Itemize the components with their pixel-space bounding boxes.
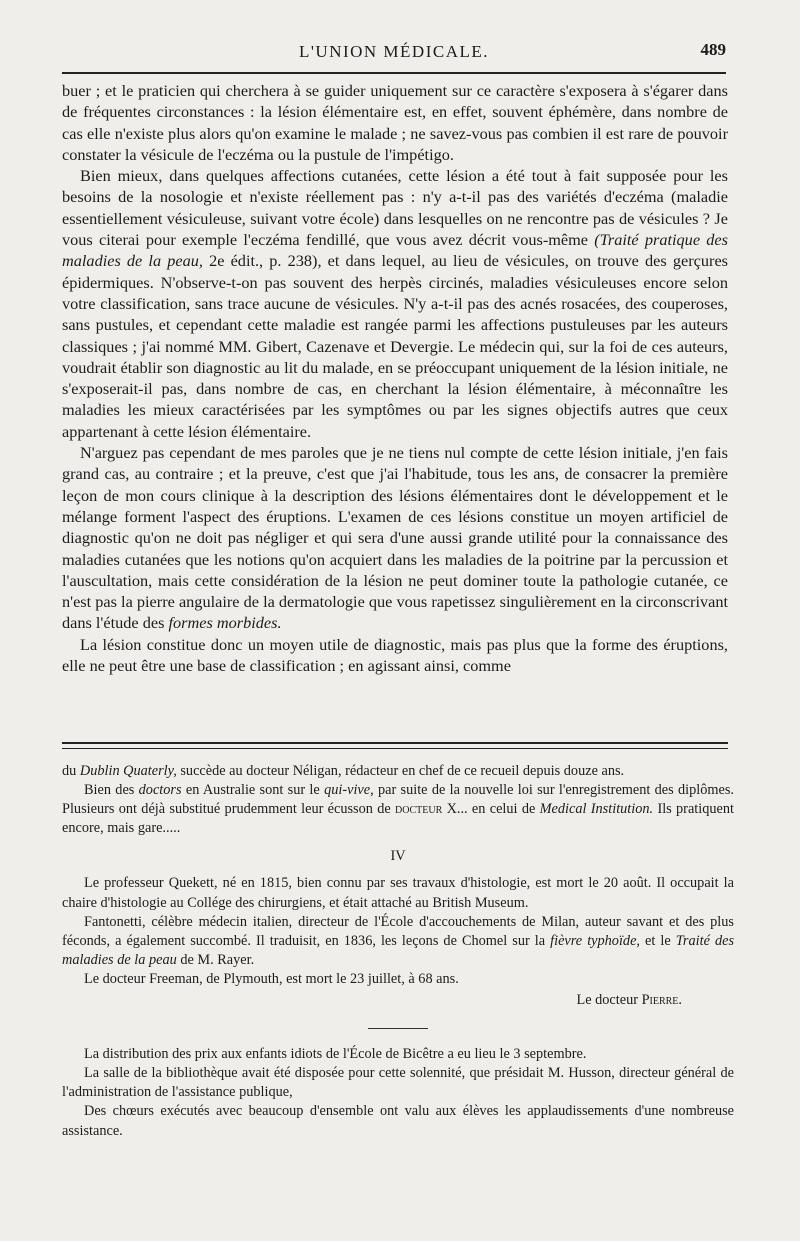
note-australia-a: Bien des	[84, 782, 135, 799]
note-bicetre: La distribution des prix aux enfants idiots de l'École de Bicêtre a eu lieu le 3 septembre.	[84, 1046, 587, 1063]
note-freeman: Le docteur Freeman, de Plymouth, est mort le 23 juillet, à 68 ans.	[84, 970, 459, 987]
note-australia	[62, 781, 734, 838]
note-dublin	[62, 762, 734, 781]
signature-name: Pierre.	[641, 992, 682, 1009]
note-dublin-a: du	[62, 763, 77, 779]
footnote-separator	[62, 742, 728, 749]
note-australia-c: par suite de la nouvelle loi sur l'enregistrement des diplômes. Plusieurs ont déjà substitué prudemment leur écusson de	[62, 782, 735, 818]
main-text	[62, 80, 728, 676]
news-notes	[62, 762, 734, 1141]
signature	[62, 991, 734, 1010]
formes-morbides: formes morbides.	[168, 613, 282, 633]
note-australia-b: en Australie sont sur le	[185, 782, 320, 799]
fievre-title: fièvre typhoïde,	[550, 932, 640, 949]
section-number: IV	[390, 848, 406, 865]
paragraph-3	[62, 442, 728, 634]
header-rule	[62, 72, 726, 74]
running-title: L'UNION MÉDICALE.	[298, 42, 490, 61]
note-quekett: Le professeur Quekett, né en 1815, bien connu par ses travaux d'histologie, est mort le 20 août. Il occupait la chaire d'histologie au Collége des chirurgiens, et était attaché au British Museum.	[62, 875, 734, 911]
institution-word: Medical Institution.	[539, 801, 654, 818]
note-dublin-b: succède au docteur Néligan, rédacteur en chef de ce recueil depuis douze ans.	[180, 763, 625, 779]
short-separator	[368, 1028, 428, 1029]
note-fantonetti-b: et le	[645, 932, 671, 949]
doctors-word: doctors	[138, 782, 182, 799]
paragraph-2	[62, 165, 728, 442]
signature-prefix: Le docteur	[576, 992, 638, 1009]
note-fantonetti-c: de M. Rayer.	[180, 951, 255, 968]
page-header	[62, 38, 726, 68]
journal-title: Dublin Quaterly,	[79, 763, 177, 779]
paragraph-4: La lésion constitue donc un moyen utile de diagnostic, mais pas plus que la forme des éruptions, elle ne peut être une base de classification ; en agissant ainsi, comme	[62, 634, 728, 676]
page-number: 489	[700, 40, 726, 59]
book-title: (Traité pratique des maladies de la peau,	[62, 230, 728, 271]
paragraph-3-text-a: N'arguez pas cependant de mes paroles que je ne tiens nul compte de cette lésion initiale, j'en fais grand cas, au contraire ; et la preuve, c'est que j'ai l'habitude, tous les ans, de consacrer la première leçon de mon cours clinique à la description des lésions élémentaires dont le développement et le mélange forment l'aspect des éruptions. L'examen de ces lésions constitue un moyen artificiel de diagnostic qu'on ne doit pas négliger et qui sera d'une aussi grande utilité pour la connaissance des maladies cutanées que les notions qu'on acquiert dans les maladies de la poitrine par la percussion et l'auscultation, mais cette considération de la lésion ne peut dominer toute la pathologie cutanée, ce n'est pas la pierre angulaire de la dermatologie que vous rapetissez singulièrement en la circonscrivant dans l'étude des	[62, 443, 728, 633]
note-choeurs: Des chœurs exécutés avec beaucoup d'ensemble ont valu aux élèves les applaudissements d'une nombreuse assistance.	[62, 1103, 734, 1139]
paragraph-2-text-a: Bien mieux, dans quelques affections cutanées, cette lésion a été tout à fait supposée pour les besoins de la nosologie et n'existe réellement pas : n'y a-t-il pas des variétés d'eczéma (maladie essentiellement vésiculeuse, suivant votre école) dans lesquelles on ne rencontre pas de vésicules ? Je vous citerai pour exemple l'eczéma fendillé, que vous avez décrit vous-même	[62, 166, 728, 250]
paragraph-1: buer ; et le praticien qui cherchera à se guider uniquement sur ce caractère s'exposera à s'égarer dans de fréquentes circonstances : la lésion élémentaire est, en effet, souvent éphémère, dans nombre de cas elle n'existe plus alors qu'on examine le malade ; ne savez-vous pas combien il est rare de pouvoir constater la vésicule de l'eczéma ou la pustule de l'impétigo.	[62, 81, 728, 164]
note-australia-d: X... en celui de	[446, 801, 536, 818]
paragraph-2-text-b: 2e édit., p. 238), et dans lequel, au lieu de vésicules, on trouve des gerçures épidermiques. N'observe-t-on pas souvent des herpès circinés, maladies vésiculeuses encore selon votre classification, sans trace aucune de vésicules. N'y a-t-il pas des acnés rosacées, des couperoses, sans pustules, et cependant cette maladie est rangée parmi les affections pustuleuses par les auteurs classiques ; j'ai nommé MM. Gibert, Cazenave et Devergie. Le médecin qui, sur la foi de ces auteurs, voudrait établir son diagnostic au lit du malade, en se préoccupant uniquement de la lésion initiale, ne s'exposerait-il pas, dans nombre de cas, en cherchant la lésion élémentaire, à méconnaître les maladies les mieux caractérisées par les symptômes ou par les signes objectifs autres que ceux appartenant à cette lésion élémentaire.	[62, 251, 729, 441]
traite-title: Traité des maladies de la peau	[62, 932, 735, 968]
note-australia-e: Ils pratiquent encore, mais gare.....	[62, 801, 735, 837]
docteur-word: docteur	[395, 801, 443, 818]
note-fantonetti-a: Fantonetti, célèbre médecin italien, directeur de l'École d'accouchements de Milan, auteur savant et des plus féconds, a également succombé. Il traduisit, en 1836, les leçons de Chomel sur la	[62, 913, 734, 949]
note-bibliotheque: La salle de la bibliothèque avait été disposée pour cette solennité, que présidait M. Husson, directeur général de l'administration de l'assistance publique,	[62, 1065, 734, 1101]
qui-vive-word: qui-vive,	[324, 782, 374, 799]
note-fantonetti	[62, 913, 734, 970]
